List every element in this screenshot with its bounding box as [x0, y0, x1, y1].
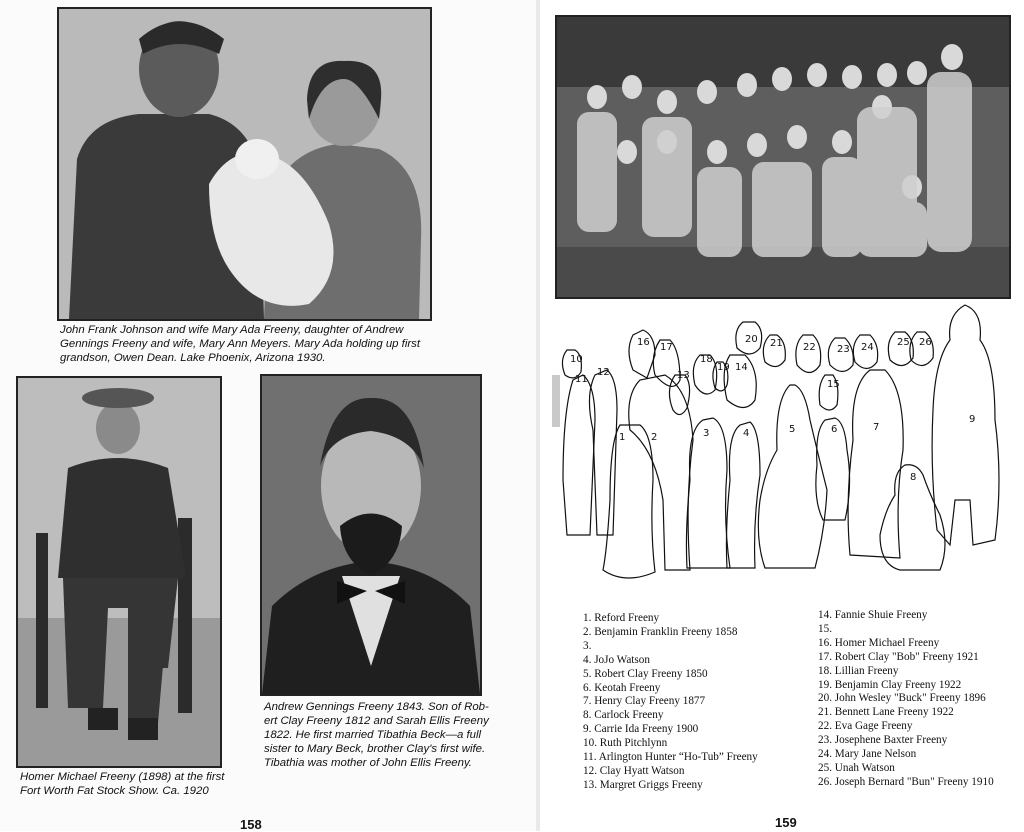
diagram-number-label: 26 — [919, 337, 932, 348]
legend-item: 22. Eva Gage Freeny — [818, 720, 913, 733]
caption-line: Gennings Freeny and wife, Mary Ann Meyers. Mary Ada holding up first — [60, 338, 421, 350]
legend-item: 5. Robert Clay Freeny 1850 — [583, 667, 708, 680]
legend-item: 8. Carlock Freeny — [583, 709, 664, 722]
silhouette-5 — [758, 385, 827, 568]
legend-item: 24. Mary Jane Nelson — [818, 748, 917, 761]
legend-item: 15. — [818, 622, 832, 635]
diagram-number-label: 17 — [660, 342, 673, 353]
couple-photo-drawing — [59, 9, 430, 319]
legend-item: 16. Homer Michael Freeny — [818, 636, 940, 649]
group-photo-drawing — [557, 17, 1009, 297]
diagram-number-label: 3 — [703, 428, 710, 439]
legend-item: 3. — [583, 639, 592, 652]
diagram-number-label: 5 — [789, 424, 796, 435]
page-number-right: 159 — [775, 815, 797, 830]
legend-item: 26. Joseph Bernard "Bun" Freeny 1910 — [818, 775, 994, 788]
legend-item: 7. Henry Clay Freeny 1877 — [583, 695, 706, 708]
legend-item: 6. Keotah Freeny — [583, 681, 661, 694]
diagram-number-label: 24 — [861, 342, 874, 353]
diagram-number-label: 6 — [831, 424, 838, 435]
legend-item: 25. Unah Watson — [818, 761, 895, 774]
silhouette-4 — [726, 422, 760, 568]
diagram-number-label: 25 — [897, 337, 910, 348]
caption-line: Tibathia was mother of John Ellis Freeny. — [264, 757, 472, 769]
caption-line: sister to Mary Beck, brother Clay's first wife. — [264, 743, 486, 755]
diagram-number-label: 22 — [803, 342, 816, 353]
seated-man-drawing — [18, 378, 220, 766]
diagram-number-label: 13 — [677, 370, 690, 381]
diagram-number-label: 16 — [637, 337, 650, 348]
diagram-number-label: 18 — [700, 354, 713, 365]
diagram-number-label: 21 — [770, 338, 783, 349]
silhouette-7 — [848, 370, 903, 558]
caption-line: grandson, Owen Dean. Lake Phoenix, Arizona 1930. — [60, 352, 326, 364]
diagram-number-label: 10 — [570, 354, 583, 365]
legend-item: 14. Fannie Shuie Freeny — [818, 609, 928, 621]
caption-seated-man — [20, 770, 250, 798]
legend-item: 20. John Wesley "Buck" Freeny 1896 — [818, 692, 986, 705]
diagram-number-label: 7 — [873, 422, 880, 433]
diagram-number-label: 15 — [827, 379, 840, 390]
silhouette-2 — [629, 375, 693, 570]
caption-line: Andrew Gennings Freeny 1843. Son of Rob- — [264, 701, 489, 713]
silhouette-9 — [932, 305, 999, 545]
silhouette-1 — [603, 425, 658, 578]
legend-item: 1. Reford Freeny — [583, 612, 660, 624]
legend-item: 17. Robert Clay "Bob" Freeny 1921 — [818, 650, 979, 663]
diagram-number-label: 2 — [651, 432, 658, 443]
legend-item: 21. Bennett Lane Freeny 1922 — [818, 706, 954, 719]
legend-item: 18. Lillian Freeny — [818, 664, 899, 677]
diagram-number-label: 4 — [743, 428, 750, 439]
caption-line: ert Clay Freeny 1812 and Sarah Ellis Freeny — [264, 715, 489, 727]
legend-item: 19. Benjamin Clay Freeny 1922 — [818, 678, 962, 691]
legend-item: 12. Clay Hyatt Watson — [583, 764, 685, 777]
legend-item: 13. Margret Griggs Freeny — [583, 778, 703, 791]
diagram-number-label: 9 — [969, 414, 976, 425]
identification-diagram — [555, 300, 1007, 585]
caption-line: Homer Michael Freeny (1898) at the first — [20, 771, 225, 783]
photo-couple-with-baby — [57, 7, 432, 321]
legend-list-left — [583, 612, 758, 793]
legend-item: 4. JoJo Watson — [583, 653, 650, 666]
caption-line: Fort Worth Fat Stock Show. Ca. 1920 — [20, 785, 209, 797]
caption-portrait — [264, 700, 504, 770]
caption-line: John Frank Johnson and wife Mary Ada Freeny, daughter of Andrew — [60, 324, 404, 336]
portrait-drawing — [262, 376, 480, 694]
diagram-number-label: 8 — [910, 472, 917, 483]
diagram-number-label: 12 — [597, 367, 610, 378]
diagram-number-label: 11 — [575, 374, 588, 385]
diagram-number-label: 1 — [619, 432, 626, 443]
photo-seated-man — [16, 376, 222, 768]
silhouette-22 — [796, 335, 821, 373]
photo-portrait-andrew — [260, 374, 482, 696]
right-page — [540, 0, 1024, 831]
photo-family-group — [555, 15, 1011, 299]
caption-couple — [60, 323, 440, 365]
legend-list-right — [818, 609, 994, 790]
legend-item: 2. Benjamin Franklin Freeny 1858 — [583, 625, 738, 638]
scan-edge-mark — [552, 375, 560, 427]
diagram-number-label: 19 — [717, 362, 730, 373]
legend-item: 23. Josephene Baxter Freeny — [818, 734, 948, 747]
diagram-number-label: 20 — [745, 334, 758, 345]
diagram-number-label: 14 — [735, 362, 748, 373]
legend-item: 11. Arlington Hunter “Ho-Tub” Freeny — [583, 751, 758, 764]
silhouette-11 — [563, 375, 595, 535]
caption-line: 1822. He first married Tibathia Beck—a full — [264, 729, 482, 741]
diagram-number-label: 23 — [837, 344, 850, 355]
legend-item: 10. Ruth Pitchlynn — [583, 737, 668, 750]
page-number-left: 158 — [240, 817, 262, 832]
legend-item: 9. Carrie Ida Freeny 1900 — [583, 723, 699, 736]
